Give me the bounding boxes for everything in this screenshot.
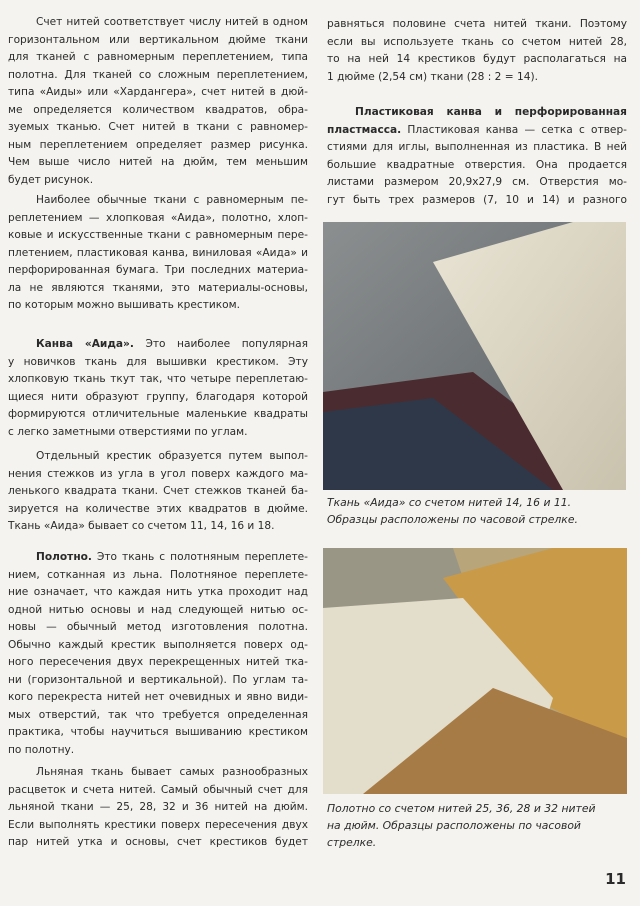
text-line: горизонтальном или вертикальном дюйме ткани (8, 33, 308, 46)
text-line: практика, чтобы научиться вышиванию крестиком (8, 726, 308, 738)
text-line: ным переплетением определяет размер рисунка. (8, 138, 308, 151)
paragraph (8, 764, 308, 852)
paragraph (8, 336, 308, 441)
text-line: Льняная ткань бывает самых разнообразных (36, 766, 308, 778)
text-line: листами размером 20,9x27,9 см. Отверстия мо- (327, 176, 627, 188)
text-line: с легко заметными отверстиями по углам. (8, 425, 248, 438)
text-line: типа «Аиды» или «Хардангера», счет нитей в дюй- (8, 86, 308, 98)
text-line: нения стежков из угла в угол поверх каждого ма- (8, 467, 308, 480)
text-line: Отдельный крестик образуется путем выпол- (36, 450, 308, 462)
figure-2-caption (327, 800, 627, 851)
text-line: ни (горизонтальной и вертикальной). По углам та- (8, 673, 308, 686)
caption-line: на дюйм. Образцы расположены по часовой (327, 819, 581, 832)
page-number: 11 (605, 870, 626, 888)
paragraph (327, 104, 627, 209)
text-line: зуемых тканью. Счет нитей в ткани с равномер- (8, 121, 308, 133)
text-line: расцветок и счета нитей. Самый обычный счет для (8, 783, 308, 796)
text-line: то на ней 14 крестиков будут располагаться на (327, 53, 627, 65)
text-line: зируется на количестве этих квадратов в дюйме. (8, 502, 308, 515)
text-line: равняться половине счета нитей ткани. Поэтому (327, 18, 627, 30)
text-line: хлопковую ткань ткут так, что четыре переплетаю- (8, 373, 308, 385)
text-line: перфорированная бумага. Три последних материа- (8, 264, 308, 276)
paragraph-heading: пластмасса. (327, 123, 402, 136)
paragraph-heading: Канва «Аида». (36, 338, 134, 350)
text-line: по полотну. (8, 743, 75, 756)
paragraph (8, 549, 308, 759)
text-line: одной нитью основы и над следующей нитью ос- (8, 603, 308, 616)
text-line: мых отверстий, так что требуется определенная (8, 708, 308, 721)
text-line: Наиболее обычные ткани с равномерным пе- (36, 194, 308, 206)
caption-line: Полотно со счетом нитей 25, 36, 28 и 32 нитей (327, 802, 596, 815)
photo-aida-fabric (323, 222, 626, 490)
text-span: Это ткань с полотняным переплете- (91, 551, 308, 563)
paragraph (327, 16, 627, 86)
text-line: Чем выше число нитей на дюйм, тем меньшим (8, 156, 308, 168)
text-line (8, 549, 308, 567)
caption-line: стрелке. (327, 836, 377, 849)
text-line: ного пересечения двух перекрещенных нитей тка- (8, 656, 308, 668)
paragraph (8, 448, 308, 536)
text-line: гут быть трех размеров (7, 10 и 14) и разного (327, 193, 627, 206)
text-line: Ткань «Аида» бывает со счетом 11, 14, 16 и 18. (8, 520, 275, 532)
text-line: реплетением — хлопковая «Аида», полотно, хлоп- (8, 211, 308, 224)
text-line (327, 122, 627, 140)
photo-linen-fabric (323, 548, 627, 794)
text-span: Это наиболее популярная (133, 338, 308, 350)
text-span: Пластиковая канва — сетка с отвер- (401, 123, 627, 136)
text-line (327, 104, 627, 122)
paragraph-heading: Полотно. (36, 551, 92, 563)
figure-1-caption (327, 494, 627, 528)
text-line: пар нитей утка и основы, счет крестиков будет (8, 836, 308, 848)
text-line: Обычно каждый крестик выполняется поверх од- (8, 638, 308, 651)
text-line: 1 дюйме (2,54 см) ткани (28 : 2 = 14). (327, 70, 539, 83)
text-line: щиеся нити образуют группу, благодаря которой (8, 390, 308, 403)
text-line: ленького квадрата ткани. Счет стежков тканей ба- (8, 485, 308, 497)
text-line: для тканей с равномерным переплетением, типа (8, 51, 308, 63)
text-line: стиями для иглы, выполненная из пластика. В ней (327, 141, 627, 153)
paragraph (8, 14, 308, 189)
text-line: у новичков ткань для вышивки крестиком. Эту (8, 355, 308, 368)
text-line: Если выполнять крестики поверх пересечения двух (8, 818, 308, 831)
text-line: ние означает, что каждая нить утка проходит над (8, 586, 308, 598)
text-line: по которым можно вышивать крестиком. (8, 299, 241, 311)
text-line: кого перекреста нитей нет очевидных и явно види- (8, 691, 308, 703)
caption-line: Образцы расположены по часовой стрелке. (327, 513, 578, 526)
caption-line: Ткань «Аида» со счетом нитей 14, 16 и 11. (327, 496, 572, 509)
text-line: новы — обычный метод изготовления полотна. (8, 621, 308, 633)
paragraph-heading: Пластиковая канва и перфорированная (355, 106, 627, 118)
text-line: будет рисунок. (8, 173, 94, 186)
text-line: плетением, пластиковая канва, виниловая «Аида» и (8, 246, 308, 259)
text-line: ковые и искусственные ткани с равномерным пере- (8, 229, 308, 241)
text-line: ме определяется количеством квадратов, обра- (8, 103, 308, 116)
text-line: формируются отличительные маленькие квадраты (8, 408, 308, 420)
text-line: Счет нитей соответствует числу нитей в одном (36, 16, 308, 28)
text-line: если вы используете ткань со счетом нитей 28, (327, 35, 627, 48)
text-line: большие квадратные отверстия. Она продается (327, 158, 627, 171)
text-line: льняной ткани — 25, 28, 32 и 36 нитей на дюйм. (8, 801, 308, 813)
text-line: нием, сотканная из льна. Полотняное переплете- (8, 568, 308, 581)
text-line: полотна. Для тканей со сложным переплетением, (8, 68, 308, 81)
paragraph (8, 192, 308, 315)
text-line: ла не являются тканями, это материалы-основы, (8, 281, 308, 294)
text-line (8, 336, 308, 354)
